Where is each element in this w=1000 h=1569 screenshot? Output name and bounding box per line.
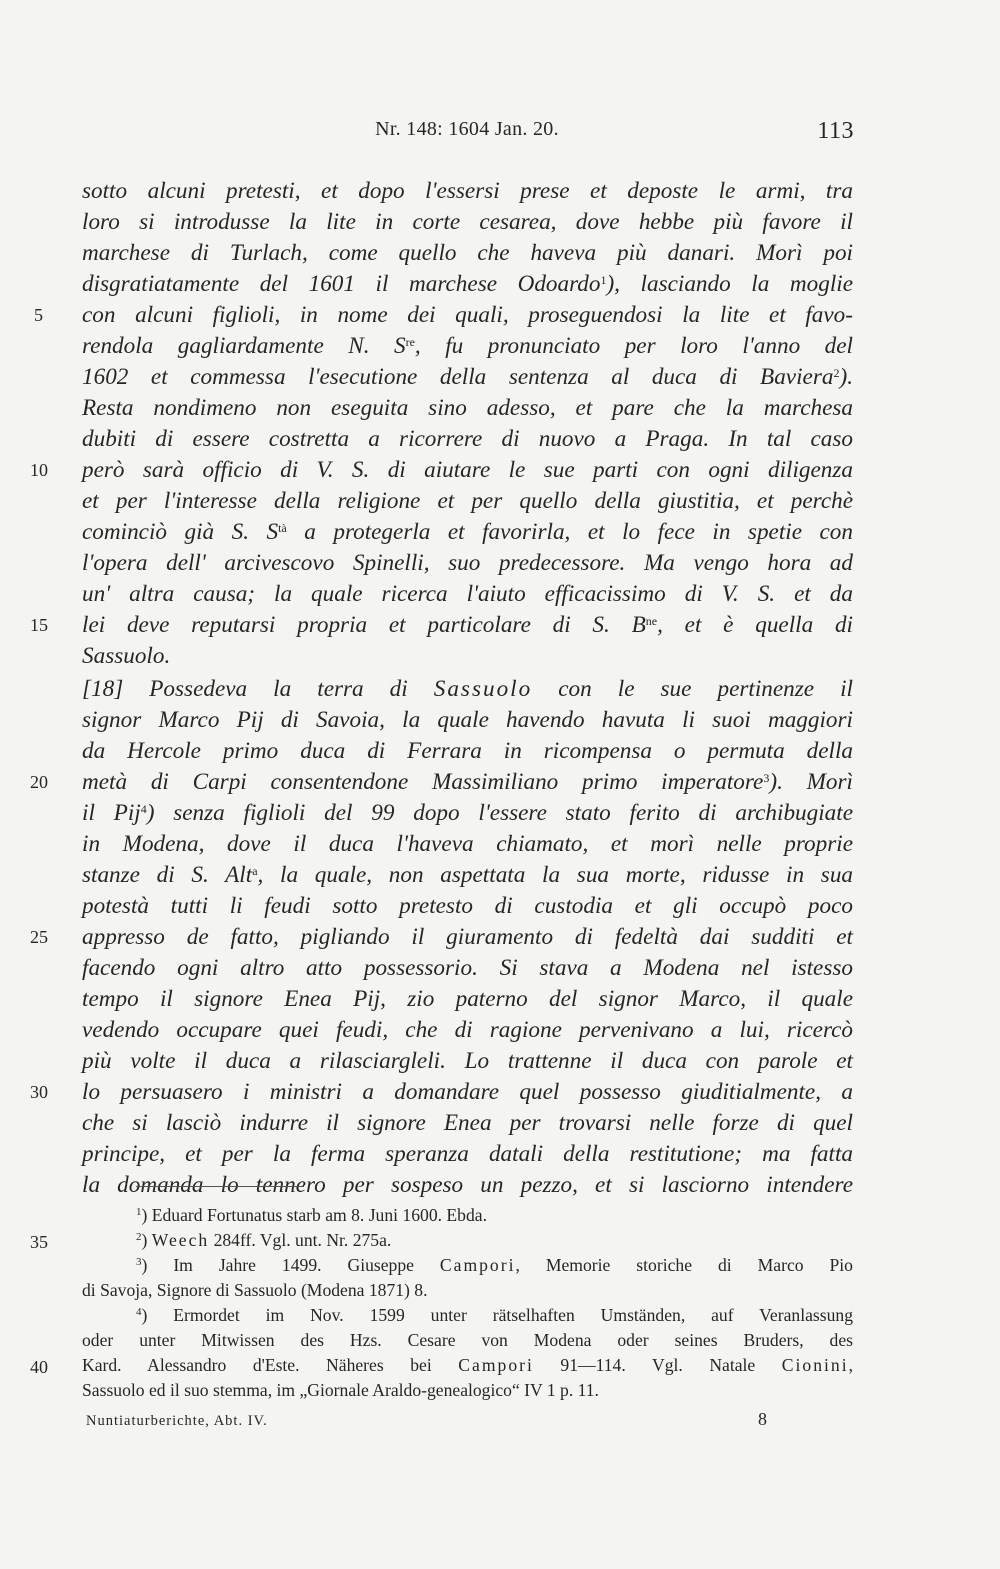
text-line: il Pij$^4$) senza figlioli del 99 dopo l'essere stato ferito di archibugiate <box>82 800 853 826</box>
line-number: 15 <box>30 615 48 635</box>
footnote-3-cont: di Savoja, Signore di Sassuolo (Modena 1871) 8. <box>82 1280 428 1300</box>
text-line: più volte il duca a rilasciargleli. Lo trattenne il duca con parole et <box>82 1048 853 1074</box>
sheet-number: 8 <box>758 1409 767 1429</box>
text-line: 1602 et commessa l'esecutione della sentenza al duca di Baviera$^2$). <box>82 364 853 390</box>
footnote-4-cont: Sassuolo ed il suo stemma, im „Giornale Araldo-genealogico“ IV 1 p. 11. <box>82 1380 599 1400</box>
text-line: principe, et per la ferma speranza datali della restitutione; ma fatta <box>82 1141 853 1167</box>
line-number: 5 <box>34 305 43 325</box>
running-head <box>80 118 854 148</box>
text-line-content: la domanda lo tennero per sospeso un pezzo, et si lasciorno intendere <box>82 1172 853 1198</box>
footnote-2: $^2$) Weech 284ff. Vgl. unt. Nr. 275a. <box>136 1230 392 1250</box>
text-line: in Modena, dove il duca l'haveva chiamato, et morì nelle proprie <box>82 831 853 857</box>
text-line: rendola gagliardamente N. $S^{re}$, fu pronunciato per loro l'anno del <box>82 333 853 359</box>
footnote-4-cont: oder unter Mitwissen des Hzs. Cesare von Modena oder seines Bruders, des <box>82 1330 853 1350</box>
line-number: 35 <box>30 1232 48 1252</box>
footnote-1: $^1$) Eduard Fortunatus starb am 8. Juni 1600. Ebda. <box>136 1205 487 1225</box>
text-line: stanze di S. Alt$^a$, la quale, non aspettata la sua morte, ridusse in sua <box>82 862 854 888</box>
text-line: facendo ogni altro atto possessorio. Si stava a Modena nel istesso <box>82 955 853 981</box>
text-line: da Hercole primo duca di Ferrara in ricompensa o permuta della <box>82 738 853 764</box>
text-line: Sassuolo. <box>82 643 171 669</box>
text-line: vedendo occupare quei feudi, che di ragione pervenivano a lui, ricercò <box>82 1017 853 1043</box>
text-line: lo persuasero i ministri a domandare quel possesso giuditialmente, a <box>82 1079 853 1105</box>
text-line: appresso de fatto, pigliando il giuramento di fedeltà dai sudditi et <box>82 924 853 950</box>
line-number: 25 <box>30 927 48 947</box>
line-number: 20 <box>30 772 48 792</box>
text-line: metà di Carpi consentendone Massimiliano primo imperatore$^3$). Morì <box>82 769 853 795</box>
line-number: 30 <box>30 1082 48 1102</box>
text-line: et per l'interesse della religione et per quello della giustitia, et perchè <box>82 488 853 514</box>
text-line: con alcuni figlioli, in nome dei quali, proseguendosi la lite et favo- <box>82 302 853 328</box>
text-line: tempo il signore Enea Pij, zio paterno del signor Marco, il quale <box>82 986 853 1012</box>
footnote-4-cont: Kard. Alessandro d'Este. Näheres bei Campori 91—114. Vgl. Natale Cionini, <box>82 1355 853 1375</box>
page-number: 113 <box>817 118 854 144</box>
footnote-4: $^4$) Ermordet im Nov. 1599 unter rätselhaften Umständen, auf Veranlassung <box>136 1305 853 1325</box>
signature-line: Nuntiaturberichte, Abt. IV. <box>86 1413 268 1429</box>
running-head-title: Nr. 148: 1604 Jan. 20. <box>375 118 559 140</box>
text-line: cominciò già S. $S^{tà}$ a protegerla et favorirla, et lo fece in spetie con <box>82 519 853 545</box>
text-line: signor Marco Pij di Savoia, la quale havendo havuta li suoi maggiori <box>82 707 853 733</box>
text-line: sotto alcuni pretesti, et dopo l'essersi prese et deposte le armi, tra <box>82 178 853 204</box>
text-line: l'opera dell' arcivescovo Spinelli, suo predecessore. Ma vengo hora ad <box>82 550 853 576</box>
text-line: che si lasciò indurre il signore Enea per trovarsi nelle forze di quel <box>82 1110 853 1136</box>
footnote-3: $^3$) Im Jahre 1499. Giuseppe Campori, Memorie storiche di Marco Pio <box>136 1255 853 1275</box>
line-number: 40 <box>30 1357 48 1377</box>
text-line: marchese di Turlach, come quello che haveva più danari. Morì poi <box>82 240 853 266</box>
text-line: un' altra causa; la quale ricerca l'aiuto efficacissimo di V. S. et da <box>82 581 853 607</box>
text-line: disgratiatamente del 1601 il marchese Odoardo$^1$), lasciando la moglie <box>82 271 853 297</box>
line-number: 10 <box>30 460 48 480</box>
text-line: loro si introdusse la lite in corte cesarea, dove hebbe più favore il <box>82 209 853 235</box>
text-line <box>82 1170 853 1200</box>
text-line: Resta nondimeno non eseguita sino adesso, et pare che la marchesa <box>82 395 853 421</box>
text-line: potestà tutti li feudi sotto pretesto di custodia et gli occupò poco <box>82 893 853 919</box>
footnote-divider <box>136 1186 304 1187</box>
text-line: però sarà officio di V. S. di aiutare le sue parti con ogni diligenza <box>82 457 853 483</box>
text-line: lei deve reputarsi propria et particolare di S. $B^{ne}$, et è quella di <box>82 612 853 638</box>
text-line: [18] Possedeva la terra di Sassuolo con le sue pertinenze il <box>82 676 853 702</box>
text-line: dubiti di essere costretta a ricorrere di nuovo a Praga. In tal caso <box>82 426 853 452</box>
